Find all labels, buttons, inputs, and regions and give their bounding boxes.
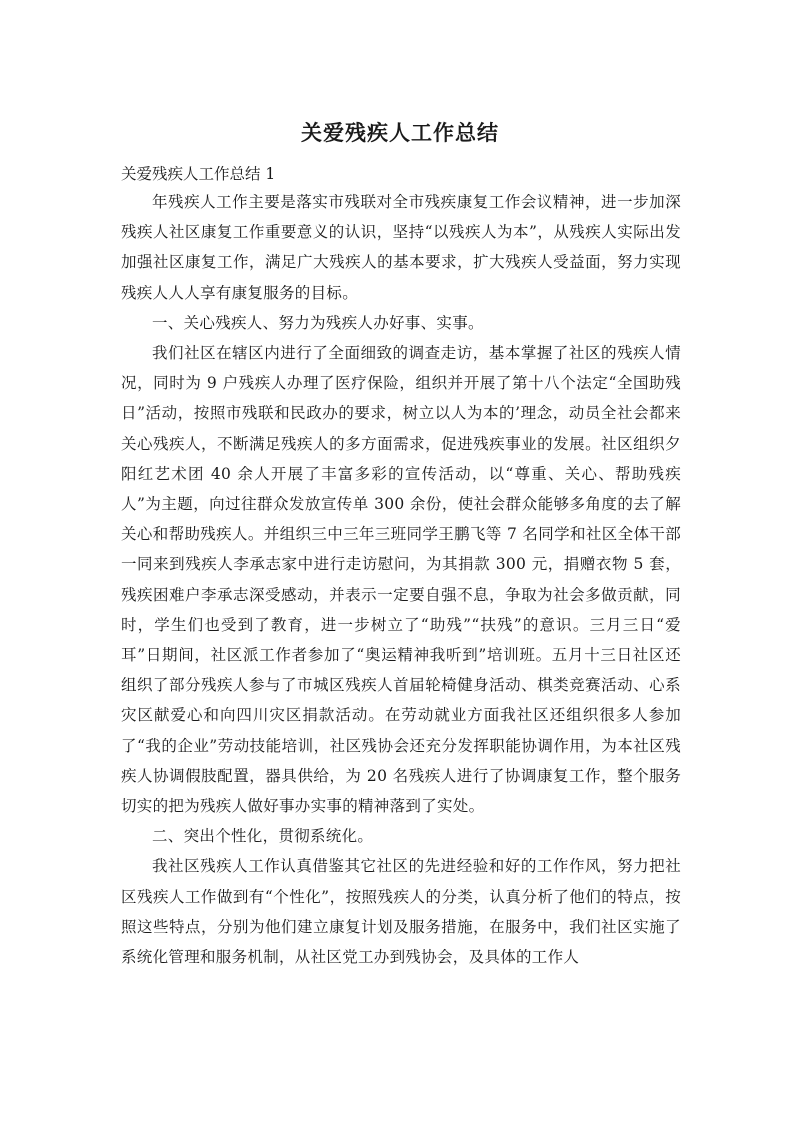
document-subtitle: 关爱残疾人工作总结 1: [121, 165, 276, 183]
document-body: [121, 187, 681, 972]
document-title: 关爱残疾人工作总结: [301, 121, 499, 145]
section-heading-1: 一、关心残疾人、努力为残疾人办好事、实事。: [152, 313, 484, 332]
paragraph-section-2: 我社区残疾人工作认真借鉴其它社区的先进经验和好的工作作风，努力把社区残疾人工作做到有“个性化”，按照残疾人的分类，认真分析了他们的特点，按照这些特点，分别为他们建立康复计划及服务措施，在服务中，我们社区实施了系统化管理和服务机制，从社区党工办到残协会，及具体的工作人: [121, 857, 681, 967]
section-heading-2: 二、突出个性化，贯彻系统化。: [152, 827, 374, 846]
paragraph-section-1: 我们社区在辖区内进行了全面细致的调查走访，基本掌握了社区的残疾人情况，同时为 9 户残疾人办理了医疗保险，组织并开展了第十八个法定“全国助残日”活动，按照市残联和民政办的要求，树立以人为本的’理念，动员全社会都来关心残疾人，不断满足残疾人的多方面需求，促进残疾事业的发展。社区组织夕阳红艺术团 40 余人开展了丰富多彩的宣传活动，以“尊重、关心、帮助残疾人”为主题，向过往群众发放宣传单 300 余份，使社会群众能够多角度的去了解关心和帮助残疾人。并组织三中三年三班同学王鹏飞等 7 名同学和社区全体干部一同来到残疾人李承志家中进行走访慰问，为其捐款 300 元，捐赠衣物 5 套，残疾困难户李承志深受感动，并表示一定要自强不息，争取为社会多做贡献，同时，学生们也受到了教育，进一步树立了“助残”“扶残”的意识。三月三日“爱耳”日期间，社区派工作者参加了“奥运精神我听到”培训班。五月十三日社区还组织了部分残疾人参与了市城区残疾人首届轮椅健身活动、棋类竞赛活动、心系灾区献爱心和向四川灾区捐款活动。在劳动就业方面我社区还组织很多人参加了“我的企业”劳动技能培训，社区残协会还充分发挥职能协调作用，为本社区残疾人协调假肢配置，器具供给，为 20 名残疾人进行了协调康复工作，整个服务切实的把为残疾人做好事办实事的精神落到了实处。: [121, 344, 681, 816]
paragraph-intro: 年残疾人工作主要是落实市残联对全市残疾康复工作会议精神，进一步加深残疾人社区康复工作重要意义的认识，坚持“以残疾人为本”，从残疾人实际出发加强社区康复工作，满足广大残疾人的基本要求，扩大残疾人受益面，努力实现残疾人人人享有康复服务的目标。: [121, 193, 681, 302]
